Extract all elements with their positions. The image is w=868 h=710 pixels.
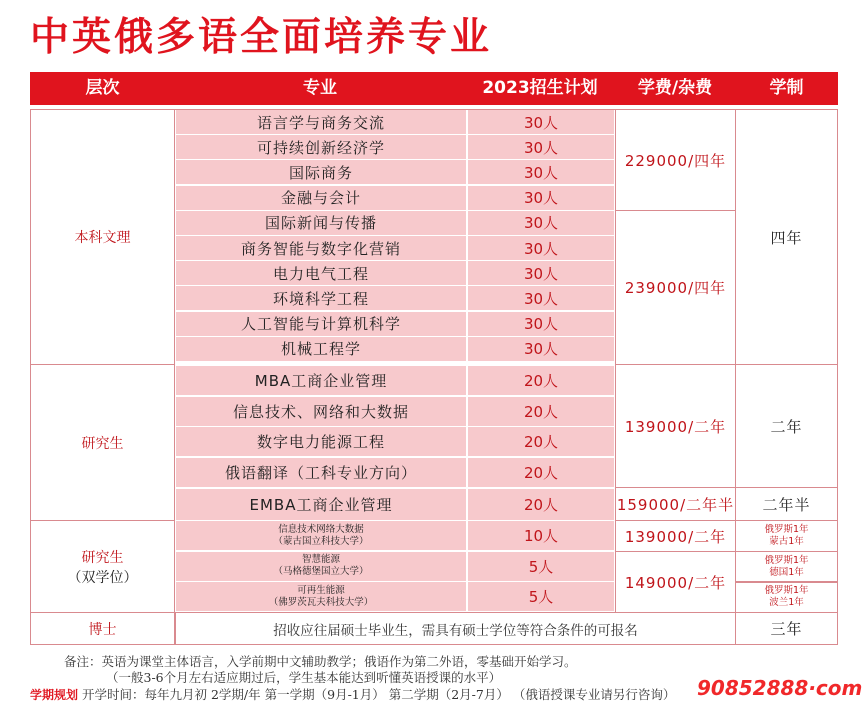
level-dual-line2: （双学位）	[67, 569, 138, 586]
plan-cell: 10人	[468, 521, 614, 551]
emba-major: EMBA工商企业管理	[176, 489, 466, 520]
table-header	[30, 72, 838, 105]
major-cell: 环境科学工程	[176, 286, 466, 311]
fee-dual-2: 149000/二年	[615, 551, 736, 613]
plan-cell: 30人	[468, 286, 614, 311]
plan-cell: 30人	[468, 211, 614, 236]
major-cell: 可持续创新经济学	[176, 135, 466, 160]
major-cell: 信息技术、网络和大数据	[176, 397, 466, 427]
dual-school-name: （蒙古国立科技大学）	[273, 535, 369, 547]
dual-duration-cell	[735, 551, 838, 583]
plan-cell: 20人	[468, 397, 614, 427]
major-cell: 商务智能与数字化营销	[176, 236, 466, 261]
dual-duration-1: 俄罗斯1年	[764, 585, 809, 596]
phd-desc: 招收应往届硕士毕业生，需具有硕士学位等符合条件的可报名	[175, 612, 736, 645]
watermark: 90852888·com	[697, 676, 863, 700]
plan-cell: 5人	[468, 582, 614, 612]
plan-cell: 30人	[468, 160, 614, 185]
plan-cell: 30人	[468, 186, 614, 211]
major-cell: 俄语翻译（工科专业方向）	[176, 458, 466, 488]
major-cell: 机械工程学	[176, 337, 466, 362]
dual-duration-cell	[735, 581, 838, 613]
level-master: 研究生	[30, 364, 175, 521]
plan-cell: 20人	[468, 458, 614, 488]
note-line1: 备注：英语为课堂主体语言，入学前期中文辅助教学；俄语作为第二外语，零基础开始学习。	[64, 654, 577, 669]
dual-major-cell	[176, 552, 466, 582]
enrollment-table	[30, 109, 838, 645]
dual-duration-1: 俄罗斯1年	[764, 554, 809, 566]
major-cell: 语言学与商务交流	[176, 110, 466, 135]
level-dual	[30, 520, 175, 613]
major-cell: 国际商务	[176, 160, 466, 185]
duration-master: 二年	[735, 364, 838, 488]
plan-label: 学期规划	[30, 688, 79, 702]
fee-dual-1: 139000/二年	[615, 520, 736, 552]
page-title: 中英俄多语全面培养专业	[30, 15, 493, 60]
phd-duration: 三年	[735, 612, 838, 645]
dual-major-cell	[176, 582, 466, 612]
major-cell: 人工智能与计算机科学	[176, 312, 466, 337]
major-cell: 数字电力能源工程	[176, 427, 466, 457]
plan-cell: 30人	[468, 110, 614, 135]
header-major: 专业	[303, 78, 337, 98]
level-phd: 博士	[30, 612, 175, 645]
dual-duration-2: 德国1年	[769, 566, 804, 578]
plan-cell: 30人	[468, 135, 614, 160]
header-fee: 学费/杂费	[637, 78, 713, 98]
dual-school-name: （佛罗茨瓦夫科技大学）	[268, 596, 374, 608]
plan-cell: 20人	[468, 427, 614, 457]
major-cell: 金融与会计	[176, 186, 466, 211]
dual-major-name: 智慧能源	[301, 554, 340, 565]
fee-master: 139000/二年	[615, 364, 736, 488]
note-line3: 开学时间：每年九月初 2学期/年 第一学期（9月-1月） 第二学期（2月-7月） （俄语授课专业请另行咨询）	[82, 687, 676, 702]
dual-duration-2: 蒙古1年	[769, 536, 804, 547]
header-plan: 2023招生计划	[482, 78, 598, 98]
dual-duration-1: 俄罗斯1年	[764, 524, 809, 535]
plan-cell: 20人	[468, 366, 614, 396]
major-cell: MBA工商企业管理	[176, 366, 466, 396]
fee-undergrad-2: 239000/四年	[615, 210, 736, 365]
major-cell: 国际新闻与传播	[176, 211, 466, 236]
emba-duration: 二年半	[735, 487, 838, 521]
notes	[30, 652, 675, 703]
header-duration: 学制	[769, 78, 804, 98]
emba-fee: 159000/二年半	[615, 487, 736, 521]
dual-duration-2: 波兰1年	[769, 597, 804, 608]
dual-duration-cell	[735, 520, 838, 552]
plan-cell: 30人	[468, 337, 614, 362]
fee-undergrad-1: 229000/四年	[615, 109, 736, 211]
plan-cell: 5人	[468, 552, 614, 582]
note-line2: （一般3-6个月左右适应期过后，学生基本能达到听懂英语授课的水平）	[106, 670, 502, 685]
dual-major-name: 可再生能源	[297, 584, 345, 596]
dual-school-name: （马格德堡国立大学）	[273, 566, 369, 577]
level-dual-line1: 研究生	[81, 549, 124, 566]
plan-cell: 30人	[468, 236, 614, 261]
major-cell: 电力电气工程	[176, 261, 466, 286]
note-line3-row	[30, 685, 675, 703]
level-undergrad: 本科文理	[30, 109, 175, 365]
emba-plan: 20人	[468, 489, 614, 520]
duration-undergrad: 四年	[735, 109, 838, 365]
dual-major-name: 信息技术网络大数据	[278, 523, 364, 535]
plan-cell: 30人	[468, 312, 614, 337]
dual-major-cell	[176, 521, 466, 551]
header-level: 层次	[85, 78, 120, 98]
plan-cell: 30人	[468, 261, 614, 286]
